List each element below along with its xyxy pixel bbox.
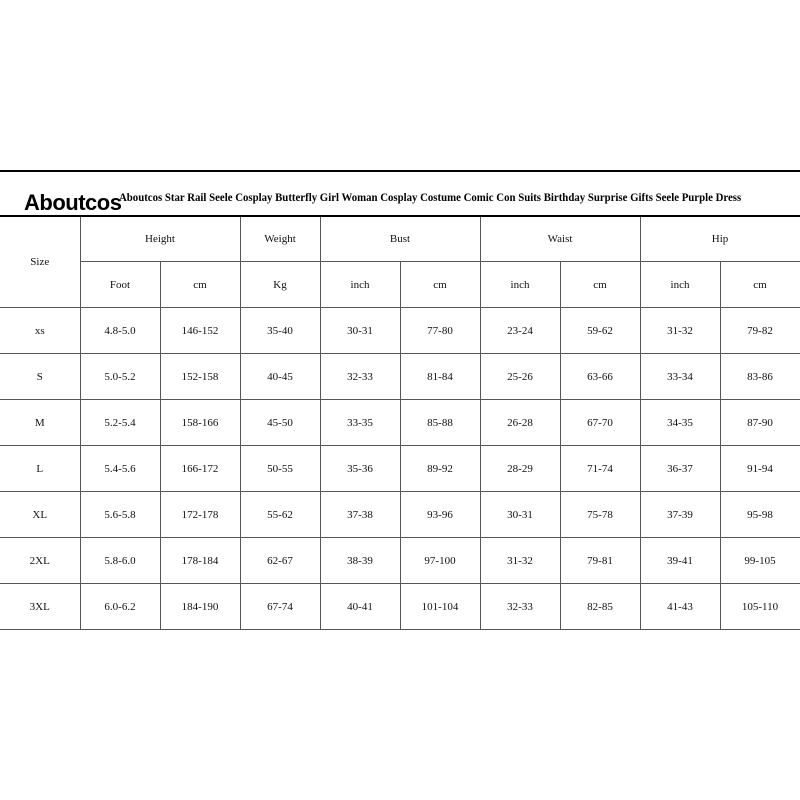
table-cell: 152-158 [160, 354, 240, 400]
unit-header: cm [560, 262, 640, 308]
table-cell: 81-84 [400, 354, 480, 400]
table-cell: 38-39 [320, 538, 400, 584]
table-cell: 77-80 [400, 308, 480, 354]
unit-header: Kg [240, 262, 320, 308]
table-cell: 75-78 [560, 492, 640, 538]
table-cell: 79-82 [720, 308, 800, 354]
table-cell: 50-55 [240, 446, 320, 492]
table-cell: 30-31 [320, 308, 400, 354]
table-row [0, 308, 800, 354]
table-cell: 41-43 [640, 584, 720, 630]
table-cell: 146-152 [160, 308, 240, 354]
table-cell: 4.8-5.0 [80, 308, 160, 354]
table-cell: 32-33 [480, 584, 560, 630]
table-cell: 40-45 [240, 354, 320, 400]
table-cell: 45-50 [240, 400, 320, 446]
size-cell: XL [0, 492, 80, 538]
unit-header: Foot [80, 262, 160, 308]
hip-header: Hip [640, 217, 800, 262]
unit-header: cm [400, 262, 480, 308]
table-cell: 63-66 [560, 354, 640, 400]
table-cell: 178-184 [160, 538, 240, 584]
table-row [0, 538, 800, 584]
table-cell: 97-100 [400, 538, 480, 584]
table-cell: 5.6-5.8 [80, 492, 160, 538]
table-cell: 67-74 [240, 584, 320, 630]
table-row [0, 446, 800, 492]
height-header: Height [80, 217, 240, 262]
table-cell: 93-96 [400, 492, 480, 538]
weight-header: Weight [240, 217, 320, 262]
size-header: Size [0, 217, 80, 308]
product-title: Aboutcos Star Rail Seele Cosplay Butterfly Girl Woman Cosplay Costume Comic Con Suits Birthday Surprise Gifts Seele Purple Dress [119, 190, 742, 204]
size-cell: xs [0, 308, 80, 354]
table-cell: 33-34 [640, 354, 720, 400]
table-cell: 26-28 [480, 400, 560, 446]
unit-header: inch [320, 262, 400, 308]
table-cell: 28-29 [480, 446, 560, 492]
size-cell: M [0, 400, 80, 446]
size-cell: 2XL [0, 538, 80, 584]
table-cell: 6.0-6.2 [80, 584, 160, 630]
unit-header: cm [160, 262, 240, 308]
table-row [0, 492, 800, 538]
table-cell: 101-104 [400, 584, 480, 630]
table-row [0, 400, 800, 446]
table-cell: 79-81 [560, 538, 640, 584]
table-cell: 33-35 [320, 400, 400, 446]
title-row [0, 170, 800, 217]
table-cell: 55-62 [240, 492, 320, 538]
table-cell: 39-41 [640, 538, 720, 584]
table-cell: 85-88 [400, 400, 480, 446]
table-cell: 91-94 [720, 446, 800, 492]
waist-header: Waist [480, 217, 640, 262]
table-cell: 35-40 [240, 308, 320, 354]
unit-header: cm [720, 262, 800, 308]
table-cell: 99-105 [720, 538, 800, 584]
table-cell: 184-190 [160, 584, 240, 630]
table-cell: 5.8-6.0 [80, 538, 160, 584]
table-cell: 37-38 [320, 492, 400, 538]
brand-logo: Aboutcos [24, 190, 122, 215]
table-cell: 40-41 [320, 584, 400, 630]
table-cell: 31-32 [480, 538, 560, 584]
table-cell: 89-92 [400, 446, 480, 492]
table-cell: 82-85 [560, 584, 640, 630]
table-cell: 59-62 [560, 308, 640, 354]
table-cell: 105-110 [720, 584, 800, 630]
table-cell: 37-39 [640, 492, 720, 538]
size-cell: 3XL [0, 584, 80, 630]
table-cell: 30-31 [480, 492, 560, 538]
table-cell: 166-172 [160, 446, 240, 492]
unit-header: inch [640, 262, 720, 308]
table-cell: 5.4-5.6 [80, 446, 160, 492]
table-cell: 172-178 [160, 492, 240, 538]
table-cell: 35-36 [320, 446, 400, 492]
size-cell: L [0, 446, 80, 492]
table-cell: 31-32 [640, 308, 720, 354]
table-cell: 5.0-5.2 [80, 354, 160, 400]
table-cell: 5.2-5.4 [80, 400, 160, 446]
table-cell: 25-26 [480, 354, 560, 400]
bust-header: Bust [320, 217, 480, 262]
table-cell: 23-24 [480, 308, 560, 354]
table-cell: 71-74 [560, 446, 640, 492]
table-cell: 32-33 [320, 354, 400, 400]
size-chart [0, 170, 800, 632]
table-row [0, 354, 800, 400]
table-cell: 95-98 [720, 492, 800, 538]
group-header-row [0, 217, 800, 262]
table-cell: 87-90 [720, 400, 800, 446]
unit-header: inch [480, 262, 560, 308]
table-row [0, 584, 800, 630]
size-table [0, 217, 800, 630]
size-cell: S [0, 354, 80, 400]
table-cell: 67-70 [560, 400, 640, 446]
table-cell: 36-37 [640, 446, 720, 492]
table-cell: 34-35 [640, 400, 720, 446]
unit-header-row [0, 262, 800, 308]
table-cell: 62-67 [240, 538, 320, 584]
table-cell: 158-166 [160, 400, 240, 446]
table-cell: 83-86 [720, 354, 800, 400]
